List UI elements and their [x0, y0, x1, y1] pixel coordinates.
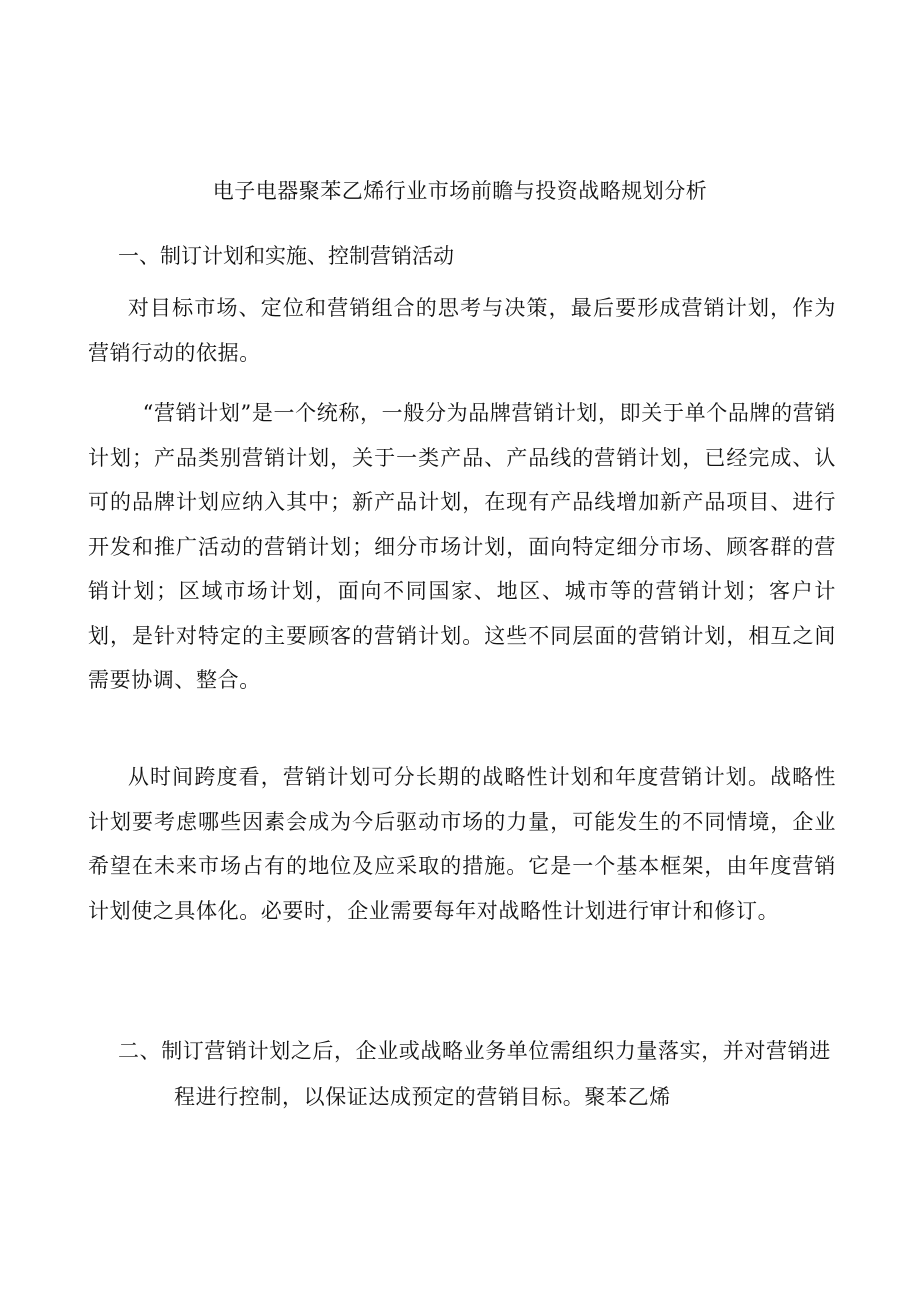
paragraph-3: 从时间跨度看，营销计划可分长期的战略性计划和年度营销计划。战略性计划要考虑哪些因素会成为今后驱动市场的力量，可能发生的不同情境，企业希望在未来市场占有的地位及应采取的措施。它是一个基本框架，由年度营销计划使之具体化。必要时，企业需要每年对战略性计划进行审计和修订。: [88, 765, 836, 923]
section-heading-1: 一、制订计划和实施、控制营销活动: [118, 244, 454, 268]
section-heading-2: 二、制订营销计划之后，企业或战略业务单位需组织力量落实，并对营销进程进行控制，以保证达成预定的营销目标。聚苯乙烯: [118, 1039, 831, 1109]
paragraph-2: “营销计划”是一个统称，一般分为品牌营销计划，即关于单个品牌的营销计划；产品类别营销计划，关于一类产品、产品线的营销计划，已经完成、认可的品牌计划应纳入其中；新产品计划，在现有产品线增加新产品项目、进行开发和推广活动的营销计划；细分市场计划，面向特定细分市场、顾客群的营销计划；区域市场计划，面向不同国家、地区、城市等的营销计划；客户计划，是针对特定的主要顾客的营销计划。这些不同层面的营销计划，相互之间需要协调、整合。: [88, 401, 836, 692]
document-title: 电子电器聚苯乙烯行业市场前瞻与投资战略规划分析: [212, 179, 708, 203]
paragraph-1: 对目标市场、定位和营销组合的思考与决策，最后要形成营销计划，作为营销行动的依据。: [88, 296, 836, 365]
